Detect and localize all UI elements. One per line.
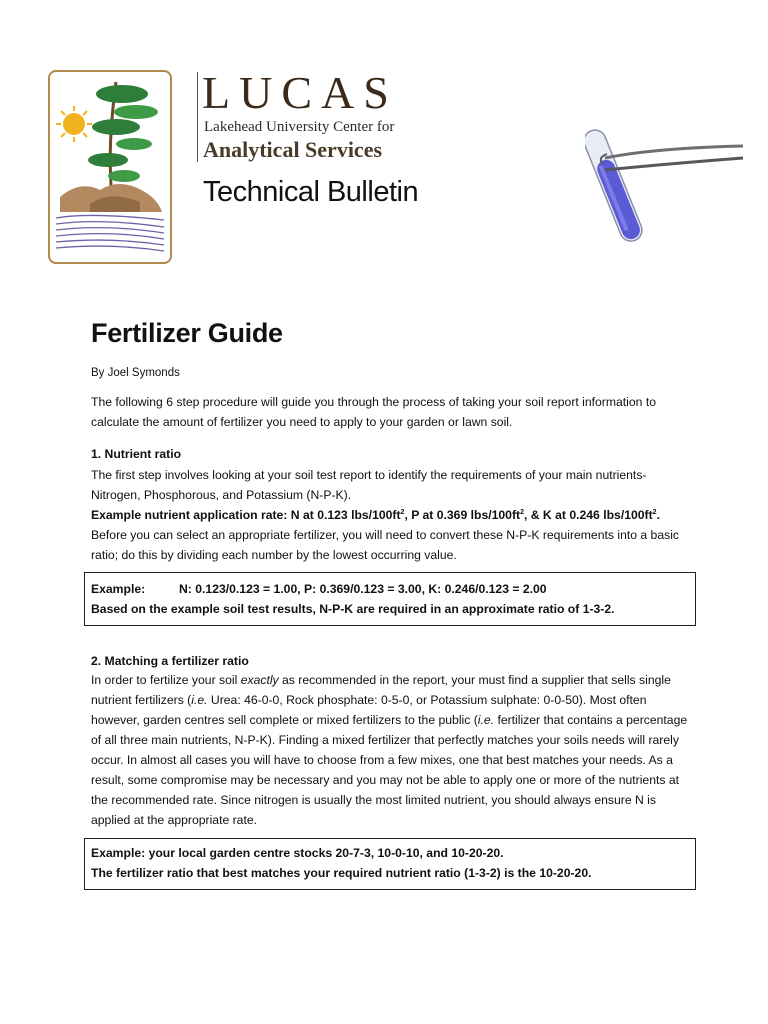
article-title: Fertilizer Guide: [91, 318, 283, 348]
example-box-2-line1: Example: your local garden centre stocks 20-7-3, 10-0-10, and 10-20-20.: [91, 846, 504, 860]
brand-divider: [197, 72, 198, 162]
rate-p: , P at 0.369 lbs/100ft: [404, 508, 521, 522]
s2-text-2: as recommended in the report, your must find a supplier that sells single nutrient fertilizers (: [91, 673, 671, 707]
sup-3: 2: [652, 509, 657, 516]
s2-text-1: In order to fertilize your soil: [91, 673, 241, 687]
byline: By Joel Symonds: [91, 367, 180, 379]
brand-name: LUCAS: [202, 67, 398, 118]
section-1-heading: 1. Nutrient ratio: [91, 447, 182, 461]
s2-text-3: Urea: 46-0-0, Rock phosphate: 0-5-0, or Potassium sulphate: 0-0-50). Most often however, garden centres sell complete or mixed fertilizers to the public (: [91, 693, 647, 727]
rate-k: , & K at 0.246 lbs/100ft: [523, 508, 653, 522]
section-1-paragraph-2: Before you can select an appropriate fertilizer, you will need to convert these N-P-K requirements into a basic ratio; do this by dividing each number by the lowest occurring value.: [91, 528, 680, 562]
example-box-1: [84, 572, 696, 626]
s2-emph-2: i.e.: [191, 693, 208, 707]
rate-end: .: [656, 508, 660, 522]
s2-emph-1: exactly: [240, 673, 279, 687]
test-tube-with-tongs: [585, 118, 745, 253]
test-tube-icon: [585, 118, 745, 253]
sup-1: 2: [400, 509, 405, 516]
brand-subtitle-line1: Lakehead University Center for: [204, 119, 395, 135]
brand-subtitle-line2: Analytical Services: [203, 137, 383, 162]
example-box-1-line1: [91, 579, 689, 599]
intro-paragraph: The following 6 step procedure will guide you through the process of taking your soil report information to calculate the amount of fertilizer you need to apply to your garden or lawn soil.: [91, 395, 656, 429]
lucas-tree-logo: [48, 70, 172, 264]
example-calc: N: 0.123/0.123 = 1.00, P: 0.369/0.123 = 3.00, K: 0.246/0.123 = 2.00: [179, 582, 547, 596]
example-box-2-line2: The fertilizer ratio that best matches your required nutrient ratio (1-3-2) is the 10-20-20.: [91, 866, 592, 880]
section-1-paragraph: The first step involves looking at your soil test report to identify the requirements of your main nutrients- Nitrogen, Phosphorous, and Potassium (N-P-K).: [91, 468, 647, 502]
sup-2: 2: [520, 509, 524, 516]
s2-text-4: fertilizer that contains a percentage of all three main nutrients, N-P-K). Finding a mixed fertilizer that perfectly matches your soils needs will rarely occur. In almost all cases you will have to choose from a few mixes, one that best matches your needs. As a result, some compromise may be necessary and you may not be able to apply one or more of the nutrients at the recommended rate. Since nitrogen is usually the most limited nutrient, you should always ensure N is applied at the appropriate rate.: [91, 713, 688, 827]
example-label: Example:: [91, 582, 146, 596]
example-box-2: [84, 838, 696, 890]
section-2-body: [91, 670, 691, 830]
s2-emph-3: i.e.: [477, 713, 495, 727]
document-type: Technical Bulletin: [203, 176, 419, 208]
example-rate: [91, 508, 660, 522]
section-1-body: [91, 465, 691, 565]
tree-illustration-icon: [50, 72, 170, 262]
rate-n: Example nutrient application rate: N at 0.123 lbs/100ft: [91, 508, 401, 522]
section-2-heading: 2. Matching a fertilizer ratio: [91, 654, 249, 668]
example-box-1-line2: Based on the example soil test results, N-P-K are required in an approximate ratio of 1-3-2.: [91, 602, 615, 616]
